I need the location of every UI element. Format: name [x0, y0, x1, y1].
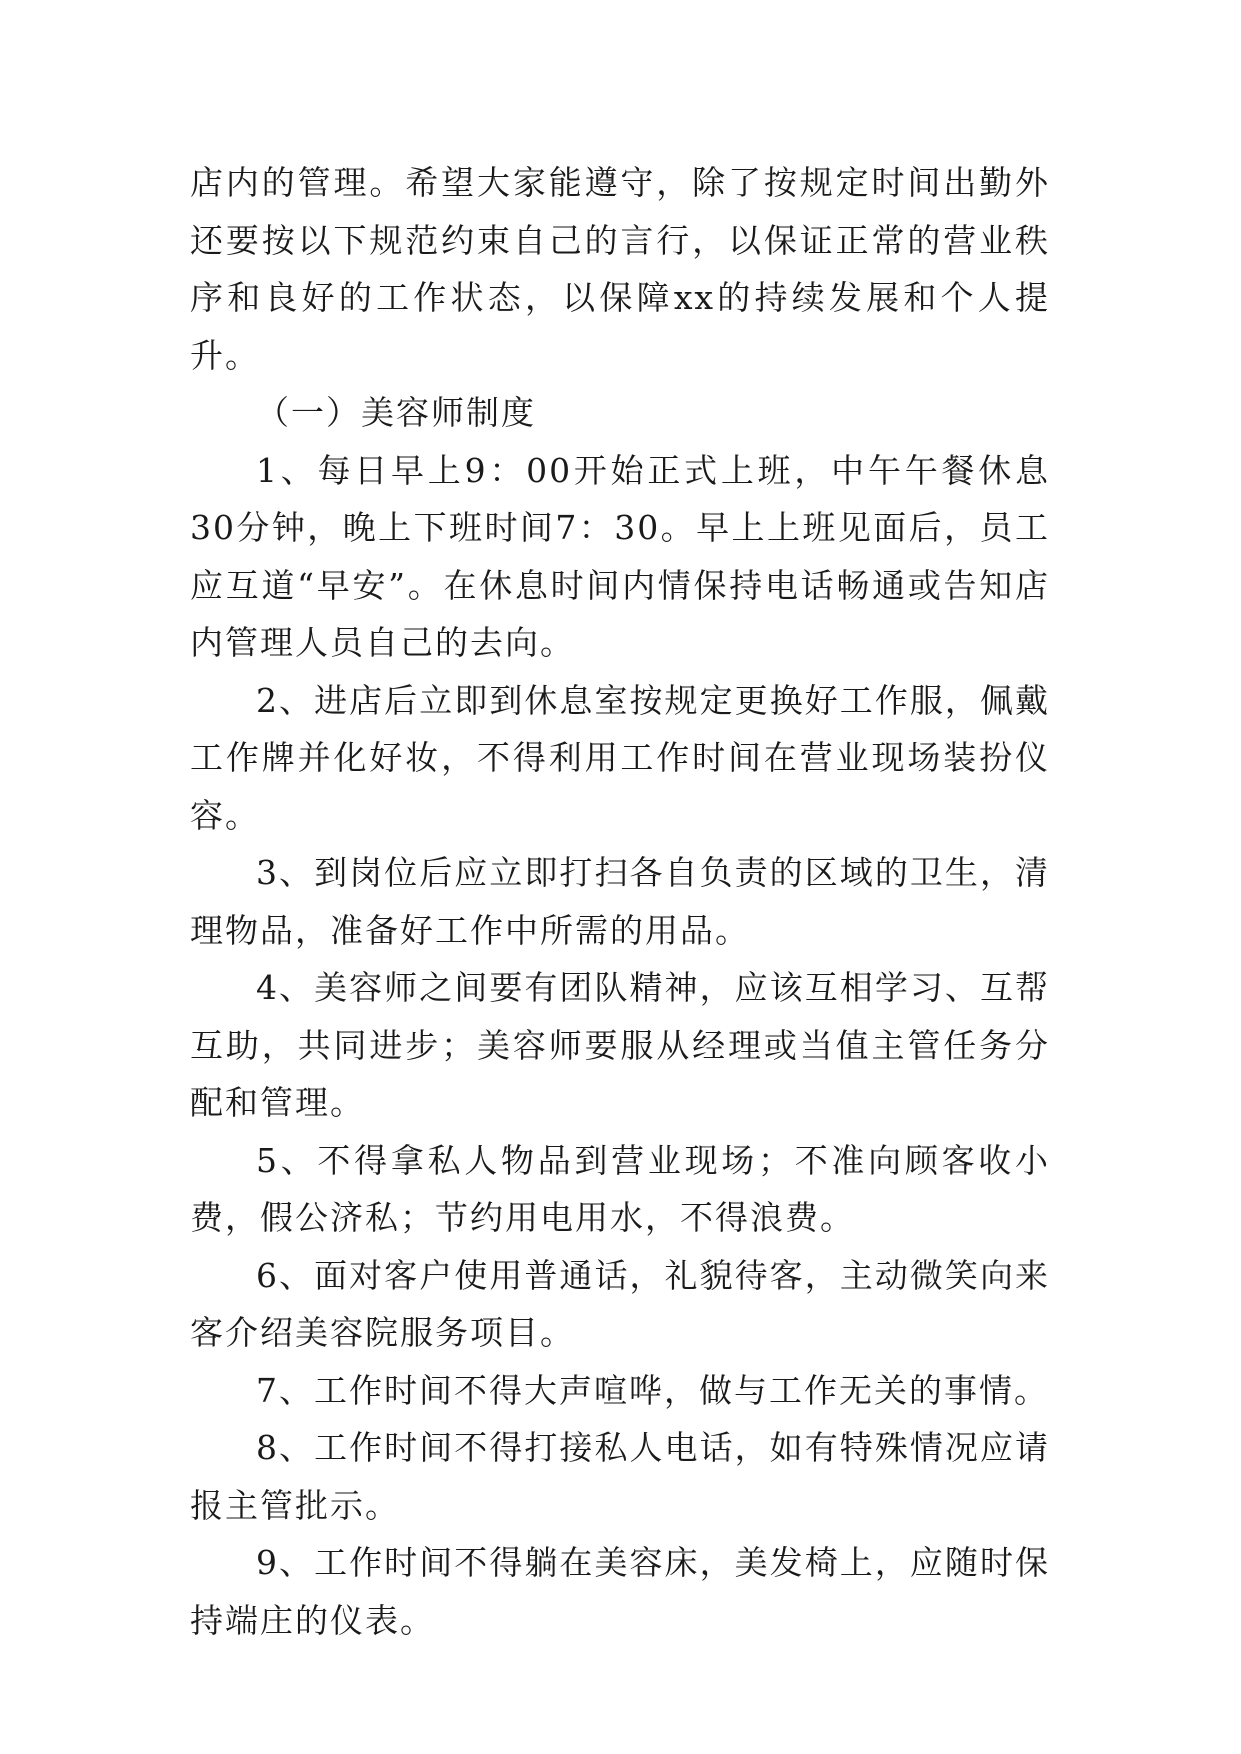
rule-5: 5、不得拿私人物品到营业现场；不准向顾客收小费，假公济私；节约用电用水，不得浪费。 [190, 1140, 1050, 1237]
rule-1: 1、每日早上9：00开始正式上班，中午午餐休息30分钟，晚上下班时间7：30。早上上班见面后，员工应互道“早安”。在休息时间内情保持电话畅通或告知店内管理人员自己的去向。 [190, 450, 1050, 662]
document-body [190, 154, 1050, 1649]
rule-7: 7、工作时间不得大声喧哗，做与工作无关的事情。 [256, 1370, 1049, 1410]
intro-paragraph: 店内的管理。希望大家能遵守，除了按规定时间出勤外还要按以下规范约束自己的言行，以保证正常的营业秩序和良好的工作状态，以保障xx的持续发展和个人提升。 [190, 163, 1050, 375]
rule-6: 6、面对客户使用普通话，礼貌待客，主动微笑向来客介绍美容院服务项目。 [190, 1255, 1050, 1352]
rule-3: 3、到岗位后应立即打扫各自负责的区域的卫生，清理物品，准备好工作中所需的用品。 [190, 853, 1050, 950]
section-heading: （一）美容师制度 [256, 393, 536, 432]
rule-9: 9、工作时间不得躺在美容床，美发椅上，应随时保持端庄的仪表。 [190, 1543, 1050, 1640]
rule-8: 8、工作时间不得打接私人电话，如有特殊情况应请报主管批示。 [190, 1428, 1050, 1525]
rule-2: 2、进店后立即到休息室按规定更换好工作服，佩戴工作牌并化好妆，不得利用工作时间在营业现场装扮仪容。 [190, 680, 1050, 835]
rule-4: 4、美容师之间要有团队精神，应该互相学习、互帮互助，共同进步；美容师要服从经理或当值主管任务分配和管理。 [190, 968, 1050, 1122]
